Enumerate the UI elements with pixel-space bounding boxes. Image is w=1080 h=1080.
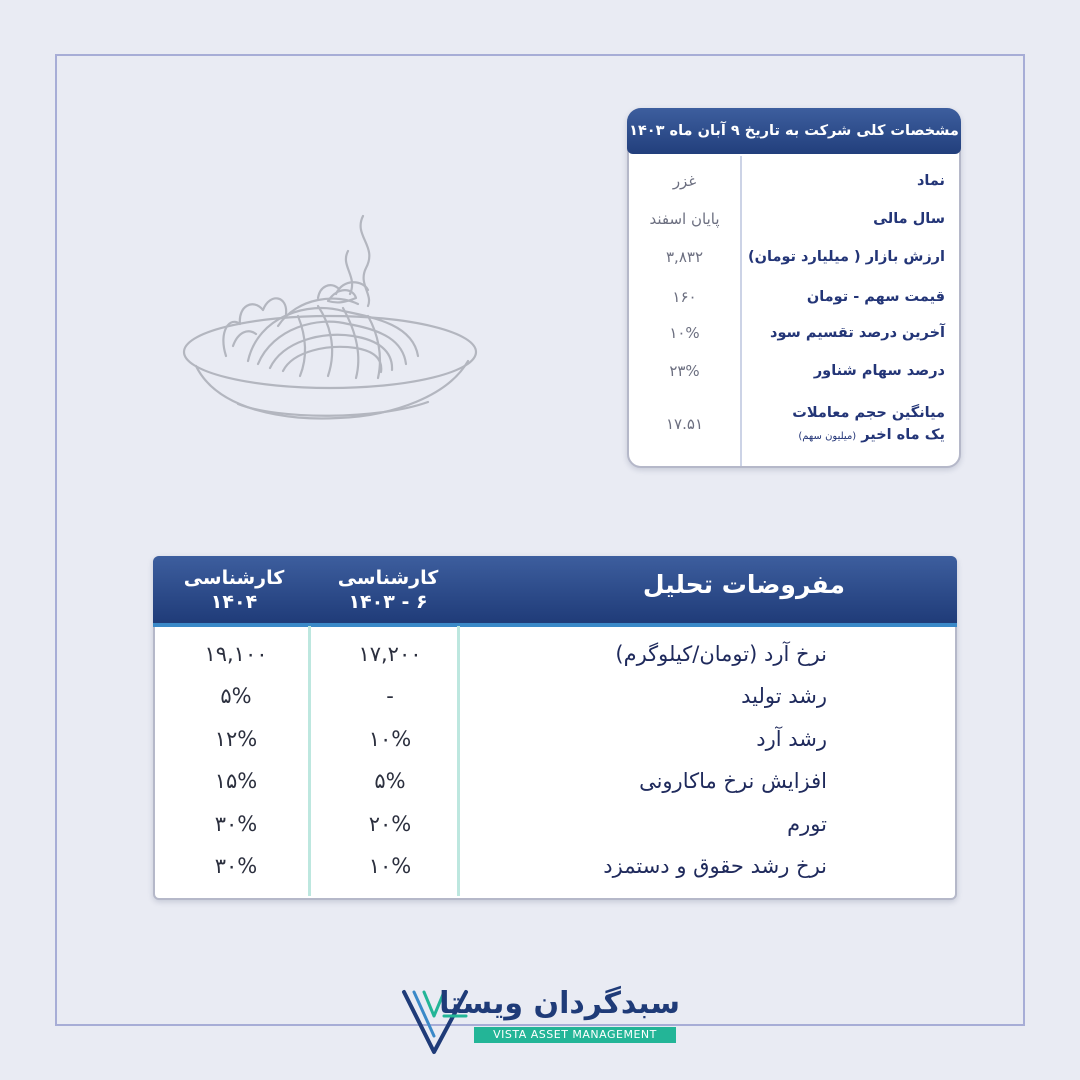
assumptions-header: [153, 556, 957, 624]
header-accent-bar: [153, 623, 957, 627]
assumptions-table: [153, 556, 957, 900]
row-value-1403: ۱۰%: [368, 727, 412, 751]
row-value-1403: ۵%: [374, 769, 406, 793]
info-label-line1: میانگین حجم معاملات: [792, 405, 945, 421]
table-row: [155, 634, 955, 674]
table-row: [155, 676, 955, 716]
info-label: درصد سهام شناور: [813, 363, 945, 379]
row-value-1403: -: [386, 684, 394, 708]
company-info-title: مشخصات کلی شرکت به تاریخ ۹ آبان ماه ۱۴۰۳: [627, 108, 961, 154]
column-header-line1: کارشناسی: [337, 567, 439, 589]
row-label: نرخ آرد (تومان/کیلوگرم): [615, 642, 827, 666]
vista-logo: [400, 986, 680, 1056]
row-value-1404: ۱۵%: [214, 769, 258, 793]
info-value: ۳,۸۳۲: [666, 248, 703, 266]
row-value-1404: ۳۰%: [214, 812, 258, 836]
row-value-1404: ۱۲%: [214, 727, 258, 751]
pasta-bowl-icon: [178, 206, 483, 428]
info-label: سال مالی: [873, 211, 945, 227]
info-label-line2: [735, 424, 945, 448]
info-label: نماد: [916, 173, 945, 189]
info-label: [735, 402, 945, 448]
table-row: [155, 761, 955, 801]
row-value-1403: ۲۰%: [368, 812, 412, 836]
info-label: آخرین درصد تقسیم سود: [770, 325, 945, 341]
column-header-line1: کارشناسی: [183, 567, 285, 589]
row-value-1403: ۱۷,۲۰۰: [358, 642, 422, 666]
row-value-1404: ۳۰%: [214, 854, 258, 878]
assumptions-title: مفروضات تحلیل: [642, 570, 845, 599]
info-label-line2-text: یک ماه اخیر: [861, 427, 945, 443]
column-header-line2: ۶ - ۱۴۰۳: [348, 591, 428, 613]
info-value: ۱۷.۵۱: [666, 415, 703, 433]
info-value: ۱۶۰: [672, 288, 697, 306]
row-label: نرخ رشد حقوق و دستمزد: [603, 854, 827, 878]
info-label: قیمت سهم - تومان: [806, 289, 945, 305]
table-row: [155, 804, 955, 844]
column-header-1403: [313, 566, 463, 614]
info-value: پایان اسفند: [649, 210, 720, 228]
row-label: تورم: [787, 812, 827, 836]
info-label: ارزش بازار ( میلیارد تومان): [748, 249, 945, 265]
row-label: رشد تولید: [741, 684, 827, 708]
logo-name-fa: سبدگردان ویستا: [439, 986, 680, 1021]
column-header-1404: [159, 566, 309, 614]
row-value-1403: ۱۰%: [368, 854, 412, 878]
table-row: [155, 846, 955, 886]
row-value-1404: ۵%: [220, 684, 252, 708]
row-label: رشد آرد: [756, 727, 827, 751]
info-value: ۲۳%: [669, 362, 700, 380]
info-label-unit: (میلیون سهم): [798, 431, 857, 442]
row-label: افزایش نرخ ماکارونی: [639, 769, 827, 793]
table-row: [155, 719, 955, 759]
info-value: ۱۰%: [669, 324, 700, 342]
company-info-card: [627, 108, 961, 468]
logo-name-en: VISTA ASSET MANAGEMENT: [474, 1027, 676, 1043]
column-header-line2: ۱۴۰۴: [210, 591, 258, 613]
info-value: غزر: [672, 172, 697, 190]
row-value-1404: ۱۹,۱۰۰: [204, 642, 268, 666]
